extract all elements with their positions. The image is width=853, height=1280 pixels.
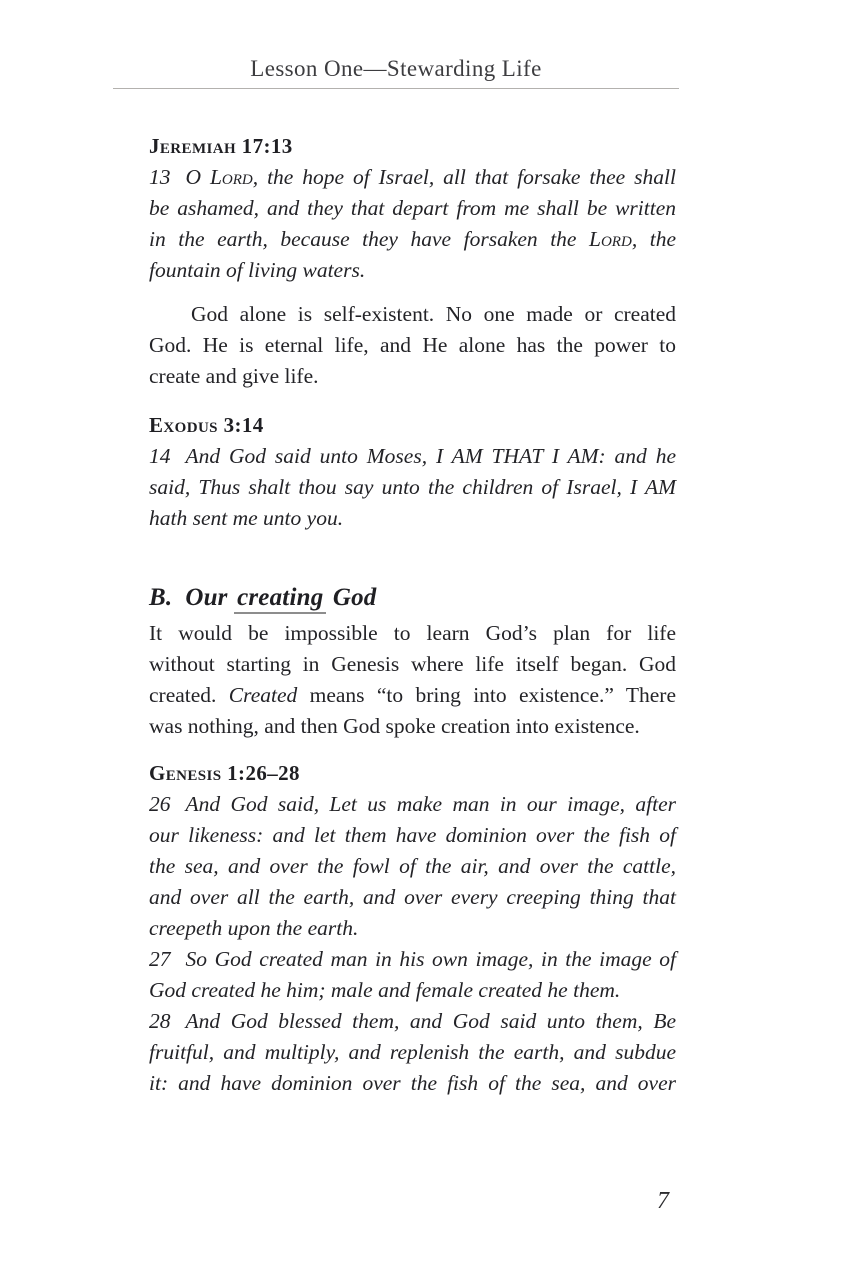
running-head-title: Lesson One—Stewarding Life bbox=[250, 56, 542, 81]
verse-block-jeremiah-13 bbox=[149, 162, 676, 286]
verse-text-lord-smallcaps: Lord bbox=[589, 227, 632, 251]
commentary-line: was nothing, and then God spoke creation into existence. bbox=[149, 714, 640, 738]
section-title-pre: Our bbox=[185, 584, 235, 611]
verse-number: 14 bbox=[149, 444, 171, 468]
verse-text: in the earth, because they have forsaken the bbox=[149, 227, 590, 251]
verse-line bbox=[149, 162, 676, 193]
commentary-text-italic: Created bbox=[228, 683, 298, 707]
section-title-post: God bbox=[326, 584, 377, 611]
verse-block-genesis-26 bbox=[149, 789, 676, 944]
verse-line: fruitful, and multiply, and replenish the earth, and subdue bbox=[149, 1040, 676, 1064]
verse-block-genesis-27 bbox=[149, 944, 676, 1006]
verse-number: 27 bbox=[149, 947, 171, 971]
verse-line bbox=[149, 1006, 676, 1037]
verse-line bbox=[149, 441, 676, 472]
scripture-ref-jeremiah: Jeremiah 17:13 bbox=[149, 134, 293, 158]
verse-line: hath sent me unto you. bbox=[149, 506, 344, 530]
verse-line: fountain of living waters. bbox=[149, 258, 366, 282]
verse-text: O bbox=[185, 165, 210, 189]
commentary-text: created. bbox=[149, 683, 229, 707]
verse-text: And God said, Let us make man in our image, after bbox=[185, 792, 676, 816]
page-number: 7 bbox=[657, 1188, 669, 1214]
verse-line: said, Thus shalt thou say unto the children of Israel, I AM bbox=[149, 475, 676, 499]
verse-number: 13 bbox=[149, 165, 171, 189]
verse-text: And God said unto Moses, I AM THAT I AM: and he bbox=[185, 444, 676, 468]
verse-line bbox=[149, 789, 676, 820]
verse-text-lord-smallcaps: Lord bbox=[209, 165, 253, 189]
verse-text: , the bbox=[631, 227, 676, 251]
commentary-line: God. He is eternal life, and He alone has the power to bbox=[149, 333, 676, 357]
verse-line: creepeth upon the earth. bbox=[149, 916, 359, 940]
commentary-line: God alone is self-existent. No one made or created bbox=[191, 302, 676, 326]
commentary-line: create and give life. bbox=[149, 364, 319, 388]
commentary-line bbox=[149, 680, 676, 711]
section-letter: B. bbox=[149, 584, 173, 611]
scripture-ref-genesis: Genesis 1:26–28 bbox=[149, 761, 300, 785]
verse-line: God created he him; male and female created he them. bbox=[149, 978, 621, 1002]
verse-text: , the hope of Israel, all that forsake thee shall bbox=[252, 165, 676, 189]
verse-line: the sea, and over the fowl of the air, and over the cattle, bbox=[149, 854, 676, 878]
verse-line: our likeness: and let them have dominion over the fish of bbox=[149, 823, 676, 847]
commentary-line: without starting in Genesis where life itself began. God bbox=[149, 652, 676, 676]
verse-text: And God blessed them, and God said unto them, Be bbox=[185, 1009, 676, 1033]
verse-block-genesis-28 bbox=[149, 1006, 676, 1099]
text-column bbox=[149, 0, 676, 1099]
verse-number: 26 bbox=[149, 792, 171, 816]
verse-line bbox=[149, 944, 676, 975]
commentary-line: It would be impossible to learn God’s plan for life bbox=[149, 621, 676, 645]
section-heading-b bbox=[149, 582, 676, 614]
scripture-ref-exodus: Exodus 3:14 bbox=[149, 413, 264, 437]
verse-text: So God created man in his own image, in the image of bbox=[185, 947, 676, 971]
verse-number: 28 bbox=[149, 1009, 171, 1033]
commentary-text: means “to bring into existence.” There bbox=[297, 683, 676, 707]
fill-in-blank-word: creating bbox=[234, 584, 326, 614]
verse-line: be ashamed, and they that depart from me shall be written bbox=[149, 196, 676, 220]
commentary-paragraph bbox=[149, 618, 676, 742]
verse-line: and over all the earth, and over every creeping thing that bbox=[149, 885, 676, 909]
verse-block-exodus-14 bbox=[149, 441, 676, 534]
verse-line: it: and have dominion over the fish of the sea, and over bbox=[149, 1071, 676, 1095]
commentary-paragraph bbox=[149, 299, 676, 392]
verse-line bbox=[149, 224, 676, 255]
